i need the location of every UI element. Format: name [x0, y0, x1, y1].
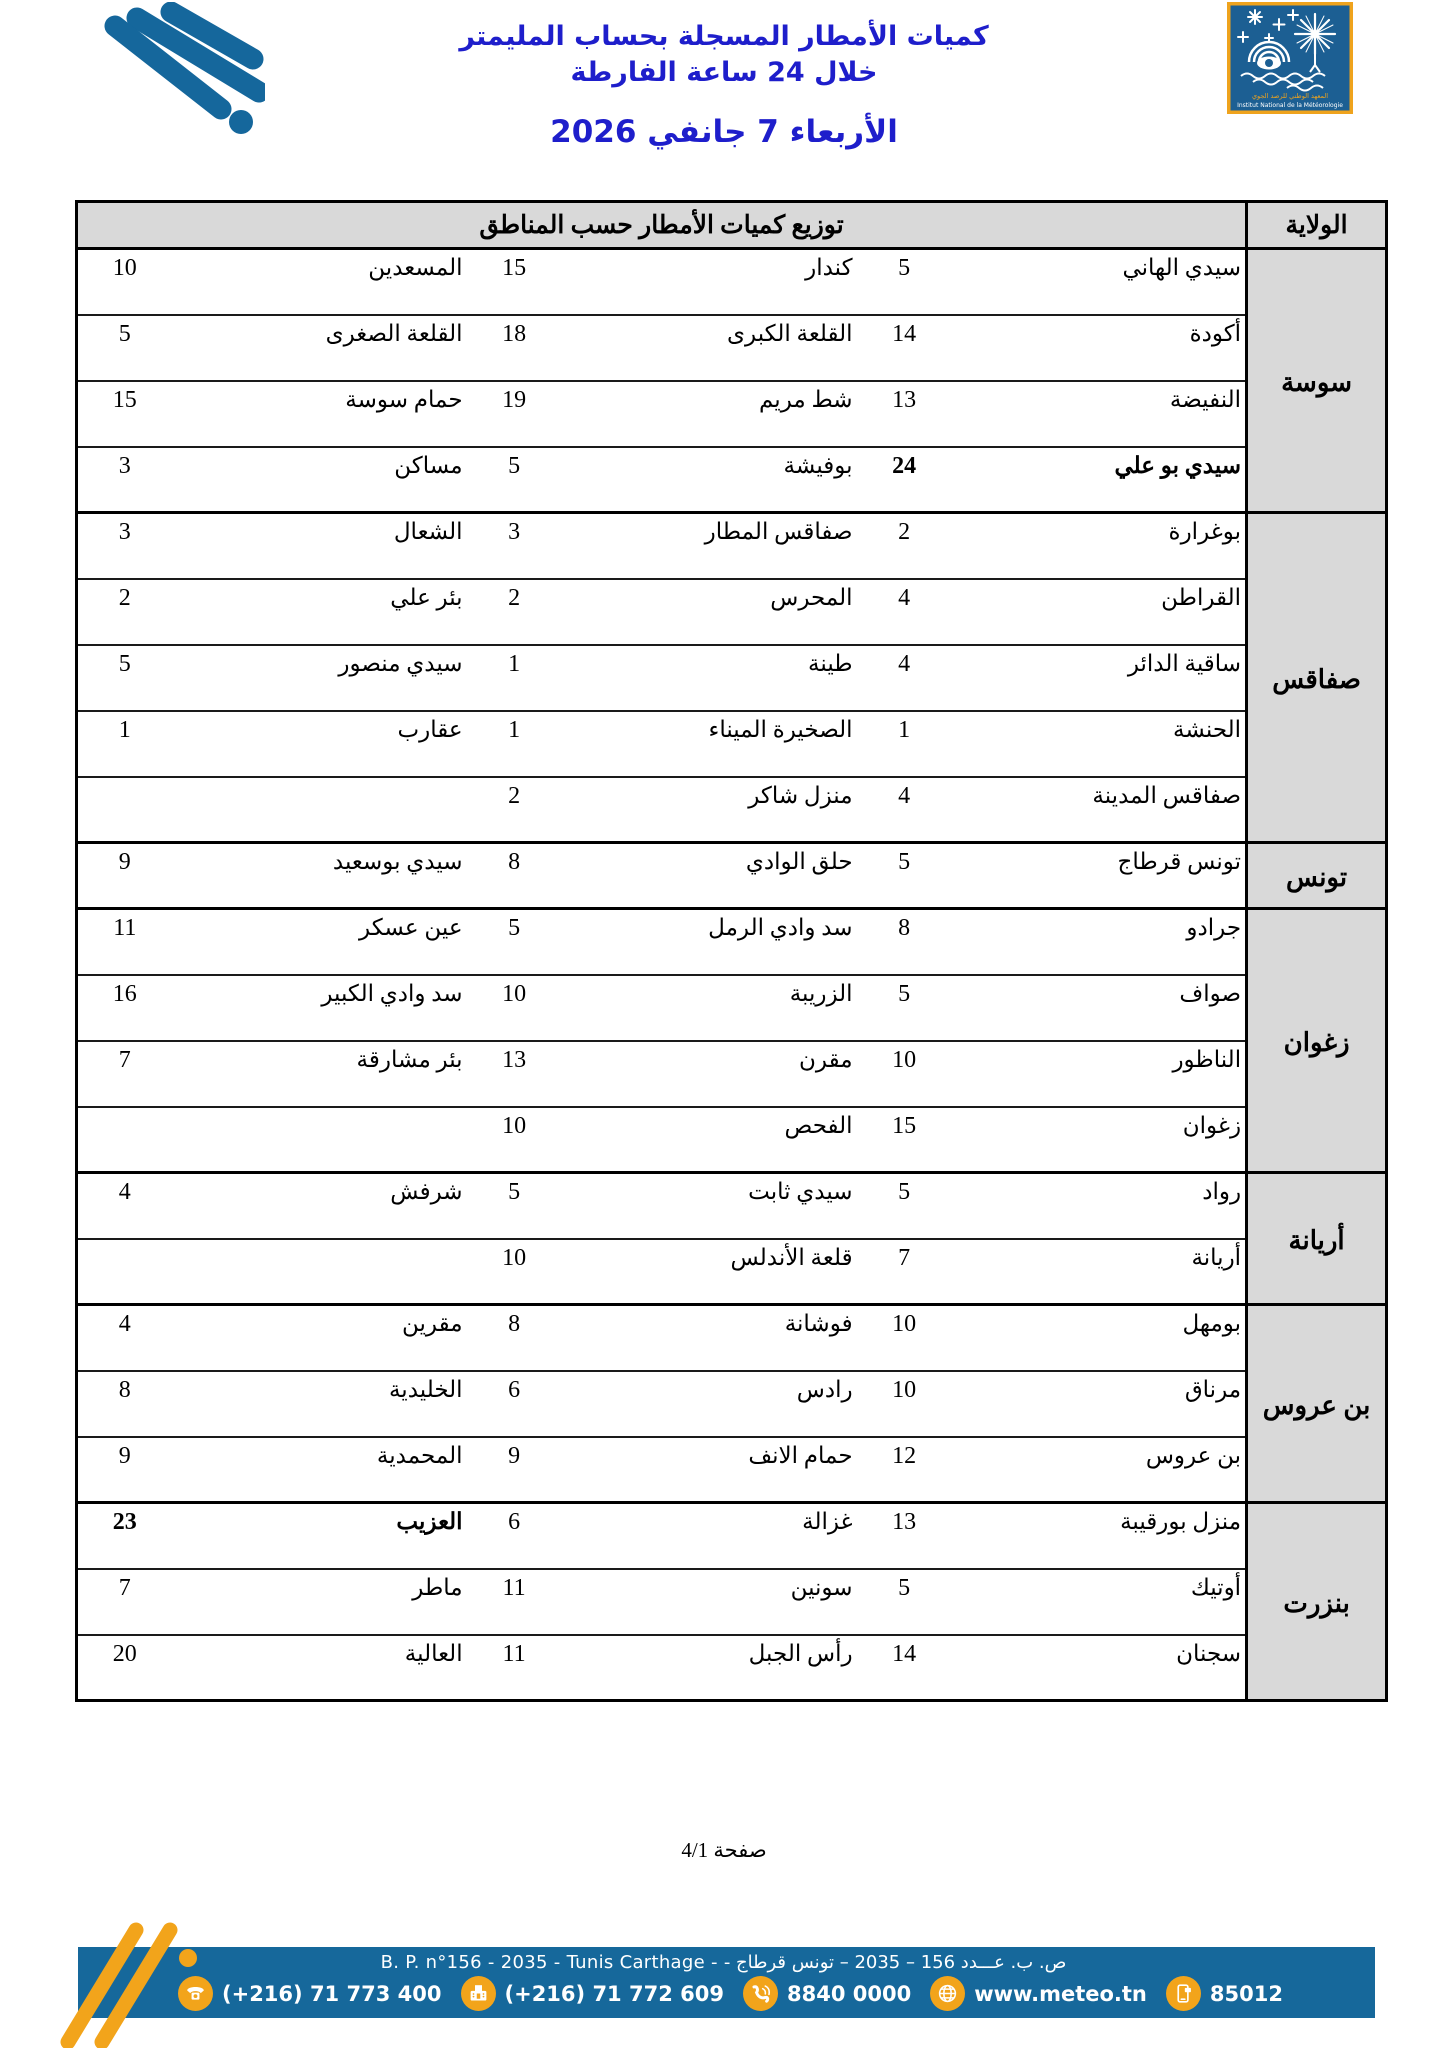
footer-contact-item	[461, 1976, 724, 2011]
rain-value-cell: 1	[898, 716, 911, 743]
rain-value-cell: 4	[118, 1179, 131, 1205]
station-cell: الخليدية	[388, 1376, 463, 1402]
table-row	[77, 1173, 1387, 1239]
rain-value-cell: 10	[112, 255, 137, 281]
doc-date: الأربعاء 7 جانفي 2026	[550, 113, 898, 150]
footer-contact-text: 85012	[1209, 1981, 1283, 2006]
rain-value-cell: 2	[508, 584, 521, 611]
inm-name-french: Institut National de la Météorologie	[1237, 102, 1343, 109]
station-cell: سيدي بو علي	[1114, 452, 1242, 478]
rain-value-cell: 13	[892, 1509, 917, 1535]
footer-address-latin: B. P. n°156 - 2035 - Tunis Carthage -	[380, 1952, 718, 1973]
rain-value-cell	[77, 777, 172, 843]
station-cell: القلعة الصغرى	[325, 320, 463, 346]
station-cell: الفحص	[784, 1112, 853, 1138]
station-cell: بومهل	[1182, 1311, 1242, 1336]
station-cell: غزالة	[802, 1509, 853, 1534]
table-row	[77, 909, 1387, 975]
footer-contact-text: www.meteo.tn	[974, 1981, 1147, 2006]
station-cell: سيدي منصور	[338, 650, 463, 676]
station-cell: بوغرارة	[1168, 519, 1242, 544]
governorate-header: الولاية	[1247, 202, 1387, 249]
station-cell: بئر مشارقة	[356, 1046, 463, 1072]
rain-value-cell: 9	[508, 1442, 521, 1469]
rain-value-cell: 15	[892, 1112, 917, 1139]
rain-value-cell: 10	[892, 1046, 917, 1073]
rain-value-cell: 8	[898, 915, 911, 941]
table-row	[77, 579, 1387, 645]
inm-name-arabic: المعهد الوطني للرصد الجوي	[1251, 92, 1329, 100]
rain-value-cell: 5	[898, 980, 911, 1007]
rain-value-cell: 1	[508, 650, 521, 677]
footer-address	[78, 1952, 1375, 1973]
rain-value-cell: 15	[502, 255, 527, 281]
footer-contact-item	[743, 1976, 911, 2011]
table-row	[77, 1569, 1387, 1635]
table-row	[77, 1503, 1387, 1569]
governorate-cell: أريانة	[1247, 1173, 1387, 1305]
callcenter-icon	[743, 1976, 778, 2011]
rain-value-cell: 3	[118, 452, 131, 479]
rain-value-cell: 8	[508, 1311, 521, 1337]
rain-value-cell: 9	[118, 1442, 131, 1469]
rain-value-cell: 2	[508, 782, 521, 809]
inm-logo	[1227, 2, 1353, 114]
table-row	[77, 645, 1387, 711]
rain-value-cell: 11	[113, 915, 137, 941]
rain-value-cell: 7	[898, 1244, 911, 1271]
table-row	[77, 975, 1387, 1041]
footer-bar	[78, 1947, 1375, 2018]
rain-value-cell: 14	[892, 320, 917, 347]
doc-title-line2: خلال 24 ساعة الفارطة	[570, 56, 878, 88]
footer-contacts	[78, 1973, 1375, 2011]
table-row	[77, 1107, 1387, 1173]
table-row	[77, 843, 1387, 909]
rain-value-cell: 15	[112, 386, 137, 413]
rain-value-cell: 7	[118, 1574, 131, 1601]
station-cell: جرادو	[1186, 915, 1242, 940]
station-cell: مرناق	[1184, 1376, 1242, 1402]
rain-value-cell: 4	[118, 1311, 131, 1337]
governorate-cell: زغوان	[1247, 909, 1387, 1173]
rain-value-cell: 5	[118, 650, 131, 677]
table-row	[77, 1041, 1387, 1107]
station-cell: شرفش	[390, 1179, 463, 1204]
station-cell: عقارب	[397, 716, 463, 742]
station-cell: منزل بورقيبة	[1120, 1509, 1242, 1534]
table-row	[77, 1239, 1387, 1305]
station-cell: بوفيشة	[783, 452, 853, 478]
rain-value-cell: 10	[502, 1112, 527, 1139]
station-cell: سد وادي الكبير	[321, 980, 463, 1006]
rain-value-cell: 7	[118, 1046, 131, 1073]
station-cell: العزيب	[396, 1509, 463, 1534]
rain-value-cell: 13	[502, 1046, 527, 1073]
rain-value-cell: 16	[112, 980, 137, 1007]
rain-value-cell: 12	[892, 1442, 917, 1469]
rain-value-cell: 4	[898, 584, 911, 611]
station-cell: أكودة	[1189, 320, 1242, 346]
rain-value-cell: 10	[502, 1244, 527, 1271]
table-row	[77, 1371, 1387, 1437]
footer-contact-text: (+216) 71 773 400	[222, 1981, 442, 2006]
rain-value-cell: 13	[892, 386, 917, 413]
station-cell: حمام الانف	[748, 1442, 853, 1468]
station-cell: سيدي بوسعيد	[332, 849, 463, 874]
mobile-icon	[1166, 1976, 1201, 2011]
doc-title-line1: كميات الأمطار المسجلة بحساب المليمتر	[459, 21, 989, 52]
station-cell: رواد	[1202, 1179, 1242, 1204]
station-cell: أريانة	[1191, 1244, 1242, 1270]
station-cell: تونس قرطاج	[1117, 849, 1242, 874]
station-cell: سيدي ثابت	[748, 1179, 853, 1204]
station-cell: مقرين	[402, 1311, 463, 1336]
station-cell: صواف	[1179, 980, 1242, 1006]
fax-icon	[461, 1976, 496, 2011]
station-cell: سجنان	[1176, 1640, 1242, 1666]
rain-value-cell: 10	[502, 980, 527, 1007]
station-cell: كندار	[805, 255, 853, 280]
station-cell: مقرن	[799, 1046, 853, 1072]
governorate-cell: بن عروس	[1247, 1305, 1387, 1503]
rain-value-cell: 11	[502, 1640, 526, 1667]
footer-accent-graphic	[40, 1918, 250, 2048]
rain-value-cell: 4	[898, 650, 911, 677]
footer-contact-item	[930, 1976, 1147, 2011]
rain-value-cell: 14	[892, 1640, 917, 1667]
station-cell: أوتيك	[1190, 1574, 1242, 1600]
rain-value-cell: 5	[118, 320, 131, 347]
globe-icon	[930, 1976, 965, 2011]
station-cell	[172, 1239, 467, 1305]
rain-value-cell	[77, 1107, 172, 1173]
rain-value-cell	[77, 1239, 172, 1305]
station-cell: فوشانة	[784, 1311, 853, 1336]
table-row	[77, 513, 1387, 579]
table-row	[77, 1635, 1387, 1701]
station-cell: الحنشة	[1173, 716, 1242, 742]
rain-value-cell: 11	[502, 1574, 526, 1601]
rain-value-cell: 9	[118, 849, 131, 875]
station-cell: ماطر	[412, 1574, 463, 1600]
station-cell: المحمدية	[376, 1442, 463, 1468]
governorate-cell: بنزرت	[1247, 1503, 1387, 1701]
table-row	[77, 315, 1387, 381]
governorate-cell: تونس	[1247, 843, 1387, 909]
station-cell: المسعدين	[368, 255, 463, 280]
station-cell: مساكن	[394, 452, 463, 478]
station-cell: عين عسكر	[359, 915, 463, 940]
station-cell	[172, 1107, 467, 1173]
station-cell: صفاقس المدينة	[1092, 782, 1242, 808]
rain-value-cell: 2	[898, 519, 911, 545]
rain-value-cell: 5	[508, 452, 521, 479]
rain-value-cell: 10	[892, 1376, 917, 1403]
rain-value-cell: 5	[508, 1179, 521, 1205]
station-cell: سيدي الهاني	[1122, 255, 1242, 280]
rainfall-table	[75, 200, 1388, 1702]
rain-value-cell: 3	[118, 519, 131, 545]
station-cell: الشعال	[393, 519, 463, 544]
rain-value-cell: 4	[898, 782, 911, 809]
station-cell: منزل شاكر	[748, 782, 853, 808]
station-cell: الصخيرة الميناء	[708, 716, 853, 742]
station-cell: القراطن	[1161, 584, 1242, 610]
rain-value-cell: 6	[508, 1509, 521, 1535]
rain-value-cell: 5	[898, 1179, 911, 1205]
rain-table-body	[77, 249, 1387, 1701]
rain-value-cell: 8	[118, 1376, 131, 1403]
governorate-cell: سوسة	[1247, 249, 1387, 513]
rain-value-cell: 2	[118, 584, 131, 611]
table-row	[77, 711, 1387, 777]
rain-value-cell: 3	[508, 519, 521, 545]
station-cell: رأس الجبل	[748, 1640, 853, 1666]
rain-value-cell: 10	[892, 1311, 917, 1337]
table-row	[77, 381, 1387, 447]
table-row	[77, 1305, 1387, 1371]
station-cell: رادس	[796, 1376, 853, 1402]
rain-value-cell: 18	[502, 320, 527, 347]
table-header-row	[77, 202, 1387, 249]
station-cell: صفاقس المطار	[704, 519, 853, 544]
rain-value-cell: 1	[508, 716, 521, 743]
rain-value-cell: 5	[898, 255, 911, 281]
station-cell: سد وادي الرمل	[708, 915, 853, 940]
rain-value-cell: 5	[898, 1574, 911, 1601]
rain-value-cell: 5	[898, 849, 911, 875]
rain-value-cell: 24	[892, 452, 917, 479]
table-row	[77, 447, 1387, 513]
footer-address-arabic: ص. ب. عـــدد 156 – 2035 – تونس قرطاج -	[723, 1952, 1067, 1973]
page-number: صفحة 4/1	[681, 1838, 767, 1862]
distribution-header: توزيع كميات الأمطار حسب المناطق	[77, 202, 1247, 249]
station-cell: حمام سوسة	[345, 386, 463, 412]
rain-value-cell: 23	[112, 1509, 137, 1535]
station-cell: الناظور	[1172, 1046, 1242, 1072]
footer-contact-text: 8840 0000	[787, 1981, 912, 2006]
station-cell: النفيضة	[1169, 386, 1242, 412]
station-cell: الزريبة	[789, 980, 853, 1006]
station-cell: بن عروس	[1145, 1442, 1242, 1468]
footer-contact-text: (+216) 71 772 609	[504, 1981, 724, 2006]
rain-value-cell: 19	[502, 386, 527, 413]
station-cell: العالية	[404, 1640, 463, 1666]
table-row	[77, 249, 1387, 315]
station-cell: المحرس	[770, 584, 853, 610]
station-cell: بئر علي	[390, 584, 463, 610]
table-row	[77, 777, 1387, 843]
station-cell: القلعة الكبرى	[727, 320, 853, 346]
station-cell: ساقية الدائر	[1127, 650, 1242, 676]
footer-contact-item	[1166, 1976, 1283, 2011]
rain-value-cell: 20	[112, 1640, 137, 1667]
governorate-cell: صفاقس	[1247, 513, 1387, 843]
station-cell: حلق الوادي	[745, 849, 853, 874]
rain-value-cell: 1	[118, 716, 131, 743]
station-cell: طينة	[808, 650, 853, 676]
station-cell: سونين	[790, 1574, 853, 1600]
rain-value-cell: 8	[508, 849, 521, 875]
station-cell	[172, 777, 467, 843]
rain-value-cell: 5	[508, 915, 521, 941]
rain-value-cell: 6	[508, 1376, 521, 1403]
station-cell: زغوان	[1182, 1112, 1242, 1138]
station-cell: قلعة الأندلس	[730, 1244, 853, 1270]
station-cell: شط مريم	[759, 386, 853, 412]
table-row	[77, 1437, 1387, 1503]
